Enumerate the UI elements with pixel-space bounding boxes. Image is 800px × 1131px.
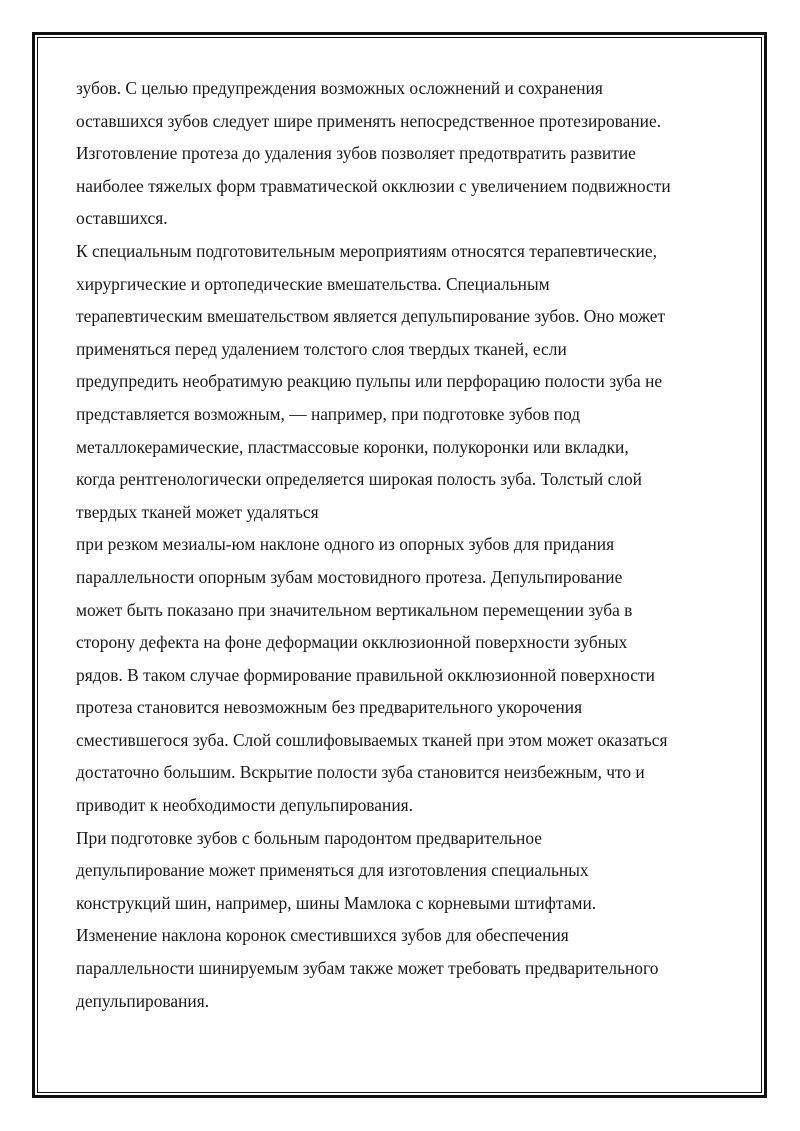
text-line: приводит к необходимости депульпирования. [76, 795, 413, 816]
text-line: Изменение наклона коронок сместившихся зубов для обеспечения [76, 925, 569, 946]
text-line: К специальным подготовительным мероприятиям относятся терапевтические, [76, 240, 657, 261]
text-line: хирургические и ортопедические вмешательства. Специальным [76, 273, 550, 294]
text-line: сместившегося зуба. Слой сошлифовываемых тканей при этом может оказаться [76, 729, 668, 750]
text-line: может быть показано при значительном вертикальном перемещении зуба в [76, 599, 633, 620]
text-line: когда рентгенологически определяется широкая полость зуба. Толстый слой [76, 469, 642, 490]
text-line: параллельности шинируемым зубам также может требовать предварительного [76, 958, 659, 979]
text-line: представляется возможным, — например, при подготовке зубов под [76, 403, 581, 424]
text-line: зубов. С целью предупреждения возможных осложнений и сохранения [76, 78, 603, 98]
text-line: депульпирование может применяться для изготовления специальных [76, 860, 589, 881]
text-line: параллельности опорным зубам мостовидного протеза. Депульпирование [76, 566, 623, 587]
text-line: сторону дефекта на фоне деформации окклюзионной поверхности зубных [76, 632, 628, 653]
text-line: предупредить необратимую реакцию пульпы или перфорацию полости зуба не [76, 371, 663, 392]
text-line: депульпирования. [76, 990, 210, 1011]
text-line: при резком мезиалы-юм наклоне одного из опорных зубов для придания [76, 534, 615, 555]
text-line: применяться перед удалением толстого слоя твердых тканей, если [76, 338, 567, 359]
text-line: При подготовке зубов с больным пародонтом предварительное [76, 827, 542, 848]
document-body [76, 72, 736, 1017]
text-line: достаточно большим. Вскрытие полости зуба становится неизбежным, что и [76, 762, 645, 783]
text-line: металлокерамические, пластмассовые коронки, полукоронки или вкладки, [76, 436, 629, 457]
text-line: Изготовление протеза до удаления зубов позволяет предотвратить развитие [76, 143, 636, 164]
text-line: терапевтическим вмешательством является депульпирование зубов. Оно может [76, 306, 666, 327]
text-line: твердых тканей может удаляться [76, 501, 319, 522]
text-line: конструкций шин, например, шины Мамлока с корневыми штифтами. [76, 892, 597, 913]
text-line: протеза становится невозможным без предварительного укорочения [76, 697, 583, 718]
text-line: оставшихся зубов следует шире применять непосредственное протезирование. [76, 110, 662, 131]
text-line: оставшихся. [76, 208, 168, 229]
text-line: рядов. В таком случае формирование правильной окклюзионной поверхности [76, 664, 655, 685]
text-line: наиболее тяжелых форм травматической окклюзии с увеличением подвижности [76, 175, 671, 196]
